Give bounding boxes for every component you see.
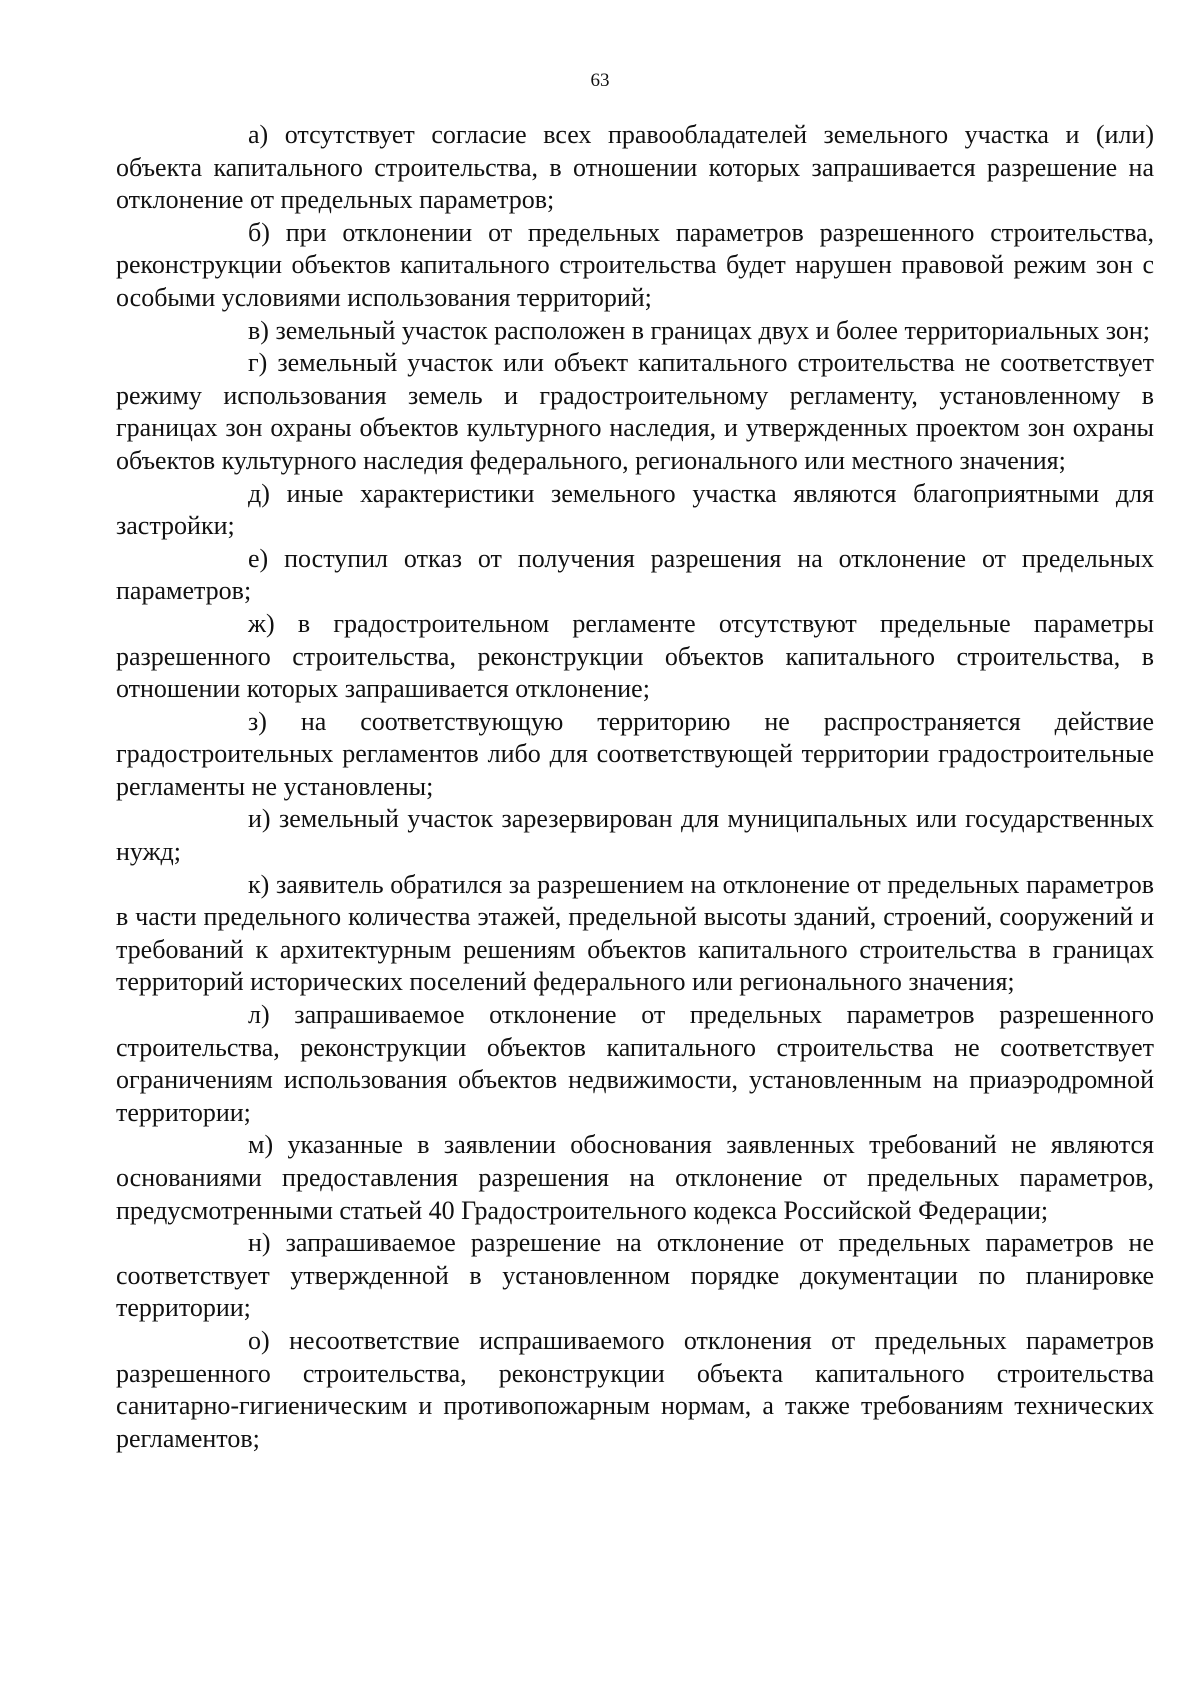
- clause-g: [116, 347, 1154, 477]
- clause-z: [116, 706, 1154, 804]
- clause-d: [116, 478, 1154, 543]
- clause-text: несоответствие испрашиваемого отклонения от предельных параметров разрешенного строительства, реконструкции объекта капитального строительства санитарно-гигиеническим и противопожарным нормам, а также требованиям технических регламентов;: [116, 1325, 1154, 1453]
- clause-i: [116, 803, 1154, 868]
- clause-letter: н): [248, 1228, 271, 1258]
- clause-text: в градостроительном регламенте отсутствуют предельные параметры разрешенного строительства, реконструкции объектов капитального строительства, в отношении которых запрашивается отклонение;: [116, 608, 1155, 704]
- clause-text: отсутствует согласие всех правообладателей земельного участка и (или) объекта капитального строительства, в отношении которых запрашивается разрешение на отклонение от предельных параметров;: [116, 120, 1155, 215]
- clause-o: [116, 1325, 1154, 1455]
- clause-text: земельный участок расположен в границах двух и более территориальных зон;: [275, 315, 1150, 345]
- clause-letter: б): [248, 217, 270, 247]
- clause-letter: д): [248, 478, 270, 508]
- clause-letter: м): [248, 1130, 274, 1160]
- clause-letter: в): [248, 315, 269, 345]
- clause-text: при отклонении от предельных параметров разрешенного строительства, реконструкции объектов капитального строительства будет нарушен правовой режим зон с особыми условиями использования территорий;: [116, 217, 1154, 312]
- clause-text: иные характеристики земельного участка являются благоприятными для застройки;: [116, 478, 1155, 541]
- clause-l: [116, 999, 1154, 1129]
- clause-v: [116, 315, 1154, 348]
- clause-a: [116, 119, 1154, 217]
- clause-letter: и): [248, 804, 271, 834]
- clause-text: запрашиваемое разрешение на отклонение от предельных параметров не соответствует утвержденной в установленном порядке документации по планировке территории;: [116, 1228, 1155, 1323]
- clause-letter: о): [248, 1325, 270, 1355]
- clause-k: [116, 869, 1154, 999]
- clause-b: [116, 217, 1154, 315]
- clause-n: [116, 1227, 1154, 1325]
- page-number: 63: [590, 70, 610, 91]
- clause-e: [116, 543, 1154, 608]
- clause-letter: л): [248, 1000, 270, 1030]
- clause-text: указанные в заявлении обоснования заявленных требований не являются основаниями предоставления разрешения на отклонение от предельных параметров, предусмотренными статьей 40 Градостроительного кодекса Российской Федерации;: [116, 1130, 1155, 1225]
- clause-zh: [116, 608, 1154, 706]
- clause-letter: ж): [248, 608, 275, 638]
- clause-text: заявитель обратился за разрешением на отклонение от предельных параметров в части предельного количества этажей, предельной высоты зданий, строений, сооружений и требований к архитектурным решениям объектов капитального строительства в границах территорий исторических поселений федерального или регионального значения;: [116, 869, 1155, 997]
- clause-letter: а): [248, 120, 269, 149]
- clause-text: поступил отказ от получения разрешения на отклонение от предельных параметров;: [116, 543, 1154, 606]
- clause-text: земельный участок зарезервирован для муниципальных или государственных нужд;: [116, 804, 1155, 867]
- clause-letter: к): [248, 869, 270, 899]
- clause-text: на соответствующую территорию не распространяется действие градостроительных регламентов либо для соответствующей территории градостроительные регламенты не установлены;: [116, 706, 1155, 801]
- clause-letter: з): [248, 706, 267, 736]
- clause-list: [116, 119, 1154, 1455]
- clause-text: запрашиваемое отклонение от предельных параметров разрешенного строительства, реконструкции объектов капитального строительства не соответствует ограничениям использования объектов недвижимости, установленным на приаэродромной территории;: [116, 1000, 1154, 1127]
- clause-letter: е): [248, 543, 269, 573]
- clause-m: [116, 1129, 1154, 1227]
- clause-letter: г): [248, 348, 268, 378]
- clause-text: земельный участок или объект капитального строительства не соответствует режиму использования земель и градостроительному регламенту, установленному в границах зон охраны объектов культурного наследия, и утвержденных проектом зон охраны объектов культурного наследия федерального, регионального или местного значения;: [116, 348, 1154, 475]
